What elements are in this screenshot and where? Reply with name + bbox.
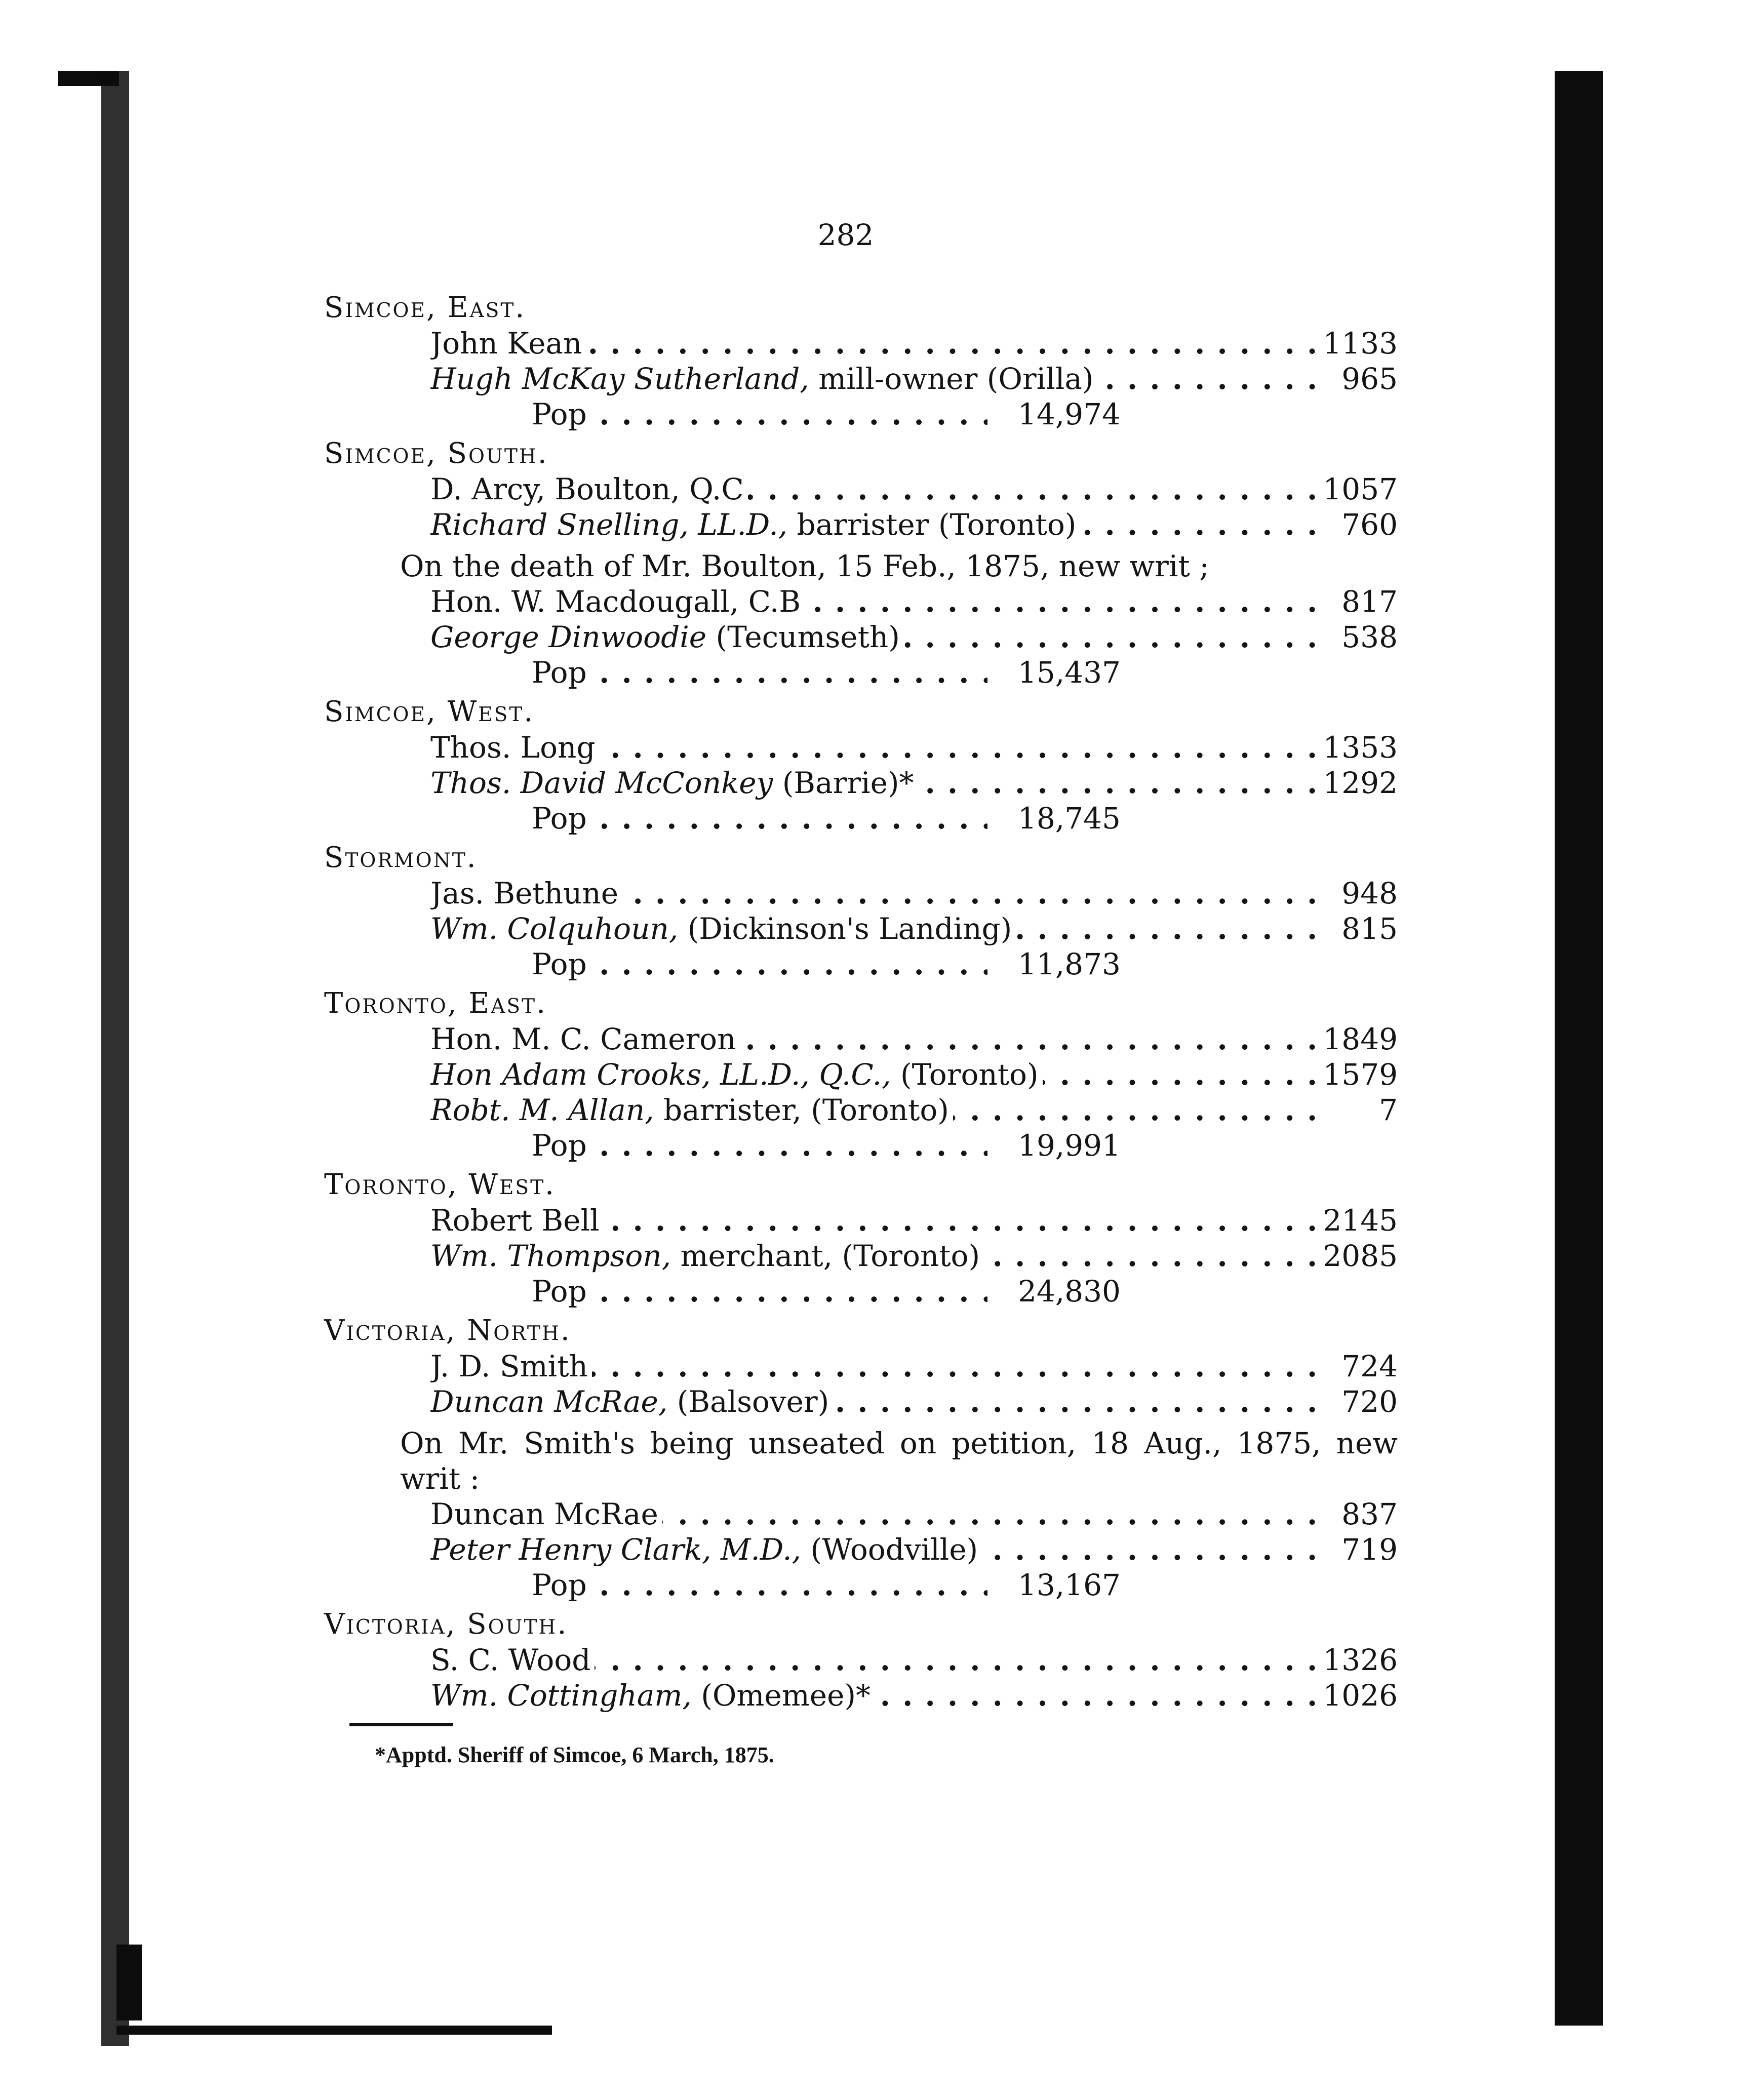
population-label-text: Pop (532, 801, 591, 836)
constituency-division: South. (467, 1608, 568, 1641)
candidate-row (324, 1496, 1398, 1532)
population-row (324, 1128, 1398, 1163)
candidate-text (430, 766, 918, 800)
vote-count: 538 (1322, 619, 1398, 655)
candidate-name: Wm. Colquhoun, (430, 912, 679, 946)
constituency-heading (324, 840, 1398, 876)
candidate-name: S. C. Wood (430, 1643, 591, 1677)
population-value: 13,167 (1018, 1568, 1121, 1602)
constituency-name: Simcoe (324, 695, 426, 728)
candidate-name: Thos. Long (430, 730, 596, 765)
vote-count: 837 (1322, 1496, 1398, 1532)
candidate-label (430, 1057, 1317, 1092)
candidate-text (430, 1057, 1043, 1092)
vote-count: 1849 (1322, 1021, 1398, 1057)
population-row (324, 801, 1398, 836)
population-row (324, 655, 1398, 690)
scan-border-bottom (116, 2026, 552, 2035)
candidate-label (430, 730, 1317, 765)
candidate-text (430, 912, 1016, 946)
population-row (324, 946, 1398, 982)
population-row (324, 1567, 1398, 1603)
candidate-text (430, 876, 622, 910)
constituency-name: Victoria (324, 1314, 446, 1347)
candidate-name: Jas. Bethune (430, 876, 619, 910)
candidate-row (324, 584, 1398, 619)
constituency-division: West. (447, 695, 535, 728)
candidate-name: Peter Henry Clark, M.D., (430, 1532, 802, 1567)
candidate-detail: barrister (Toronto) (787, 507, 1077, 542)
candidate-detail: (Dickinson's Landing) (678, 912, 1012, 946)
by-election-note: On Mr. Smith's being unseated on petition, 18 Aug., 1875, new writ : (400, 1426, 1398, 1496)
candidate-detail: (Barrie)* (773, 766, 914, 800)
candidate-row (324, 619, 1398, 655)
population-label-text: Pop (532, 1568, 591, 1602)
candidate-name: Wm. Cottingham, (430, 1678, 692, 1713)
candidate-row (324, 765, 1398, 801)
candidate-label (430, 1642, 1317, 1678)
candidate-text (430, 1022, 740, 1056)
candidate-text (430, 1497, 662, 1531)
candidate-text (430, 1384, 833, 1419)
population-row (324, 397, 1398, 432)
vote-count: 1133 (1322, 326, 1398, 361)
candidate-detail: (Woodville) (801, 1532, 978, 1567)
candidate-label (430, 1349, 1317, 1384)
vote-count: 724 (1322, 1349, 1398, 1384)
constituency-name: Simcoe (324, 437, 426, 470)
candidate-label (430, 1203, 1317, 1238)
candidate-detail: merchant, (Toronto) (671, 1239, 980, 1273)
candidate-name: Hon. M. C. Cameron (430, 1022, 736, 1056)
candidate-row (324, 471, 1398, 507)
candidate-label (430, 1384, 1317, 1419)
candidate-detail: (Toronto) (891, 1057, 1039, 1092)
candidate-row (324, 1678, 1398, 1713)
population-label-text: Pop (532, 1128, 591, 1163)
constituency-heading: Simcoe, East. (324, 291, 526, 324)
candidate-row (324, 326, 1398, 361)
population-value: 19,991 (1018, 1128, 1121, 1163)
population-value: 11,873 (1018, 947, 1121, 981)
population-value: 14,974 (1018, 397, 1121, 431)
candidate-text (430, 472, 748, 506)
population-label-text: Pop (532, 655, 591, 690)
constituency-division: South. (447, 437, 548, 470)
candidate-detail: (Tecumseth) (706, 620, 900, 654)
candidate-text (430, 326, 586, 361)
candidate-row (324, 1384, 1398, 1419)
candidate-row (324, 361, 1398, 397)
page-number: 282 (817, 218, 874, 252)
candidate-text (430, 1643, 595, 1677)
vote-count: 1292 (1322, 765, 1398, 801)
candidate-row (324, 1203, 1398, 1238)
candidate-name: Hugh McKay Sutherland, (430, 362, 809, 396)
vote-count: 7 (1322, 1092, 1398, 1128)
page-body (324, 286, 1398, 1713)
candidate-name: J. D. Smith (430, 1349, 588, 1383)
population-label-text: Pop (532, 397, 591, 431)
constituency-heading: Toronto, West. (324, 1168, 556, 1201)
constituency-heading: Victoria, South. (324, 1608, 568, 1641)
population-label (532, 1567, 987, 1603)
population-label (532, 1274, 987, 1309)
candidate-name: Duncan McRae, (430, 1384, 668, 1419)
candidate-detail: (Omemee)* (691, 1678, 871, 1713)
candidate-row (324, 730, 1398, 765)
constituency-heading: Toronto, East. (324, 987, 547, 1020)
vote-count: 760 (1322, 507, 1398, 542)
candidate-detail: mill-owner (Orilla) (809, 362, 1094, 396)
vote-count: 817 (1322, 584, 1398, 619)
candidate-row (324, 1021, 1398, 1057)
vote-count: 2145 (1322, 1203, 1398, 1238)
scan-border-bottom-left-block (116, 1945, 142, 2020)
candidate-label (430, 361, 1317, 397)
candidate-text (430, 1093, 953, 1127)
population-label (532, 946, 987, 982)
candidate-text (430, 730, 600, 765)
vote-count: 2085 (1322, 1238, 1398, 1274)
constituency-name: Victoria (324, 1608, 446, 1641)
constituency-name: Simcoe (324, 291, 426, 324)
candidate-row (324, 1057, 1398, 1092)
candidate-label (430, 1532, 1317, 1567)
candidate-row (324, 507, 1398, 542)
candidate-name: Wm. Thompson, (430, 1239, 671, 1273)
vote-count: 1353 (1322, 730, 1398, 765)
vote-count: 1326 (1322, 1642, 1398, 1678)
population-row (324, 1274, 1398, 1309)
constituency-heading: Simcoe, West. (324, 695, 535, 728)
candidate-label (430, 507, 1317, 542)
footnote: *Apptd. Sheriff of Simcoe, 6 March, 1875. (375, 1742, 774, 1767)
population-label (532, 1128, 987, 1163)
candidate-name: Robert Bell (430, 1203, 600, 1238)
constituency-division: North. (467, 1314, 571, 1347)
candidate-name: Duncan McRae (430, 1497, 658, 1531)
vote-count: 965 (1322, 361, 1398, 397)
candidate-text (430, 1203, 604, 1238)
constituency-heading: Victoria, North. (324, 1314, 571, 1347)
population-label-text: Pop (532, 947, 591, 981)
candidate-name: Hon. W. Macdougall, C.B (430, 584, 801, 619)
candidate-name: John Kean (430, 326, 582, 361)
population-label-text: Pop (532, 1274, 591, 1309)
vote-count: 1057 (1322, 471, 1398, 507)
vote-count: 948 (1322, 876, 1398, 911)
candidate-name: Hon Adam Crooks, LL.D., Q.C., (430, 1057, 891, 1092)
candidate-name: D. Arcy, Boulton, Q.C (430, 472, 744, 506)
candidate-label (430, 1678, 1317, 1713)
scan-border-right-strip (1555, 71, 1603, 2026)
candidate-text (430, 620, 904, 654)
candidate-detail: barrister, (Toronto) (654, 1093, 949, 1127)
candidate-row (324, 876, 1398, 911)
constituency-division: West. (468, 1168, 556, 1201)
vote-count: 1026 (1322, 1678, 1398, 1713)
candidate-row (324, 911, 1398, 946)
candidate-label (430, 1021, 1317, 1057)
candidate-row (324, 1349, 1398, 1384)
by-election-note: On the death of Mr. Boulton, 15 Feb., 1875, new writ ; (400, 549, 1209, 583)
candidate-label (430, 1496, 1317, 1532)
candidate-text (430, 1678, 875, 1713)
candidate-text (430, 1532, 982, 1567)
population-value: 15,437 (1018, 655, 1121, 690)
candidate-label (430, 326, 1317, 361)
scan-border-left-strip (101, 71, 129, 2046)
candidate-label (430, 471, 1317, 507)
candidate-text (430, 507, 1080, 542)
candidate-label (430, 1238, 1317, 1274)
candidate-row (324, 1238, 1398, 1274)
vote-count: 815 (1322, 911, 1398, 946)
constituency-name: Stormont. (324, 841, 478, 874)
candidate-label (430, 911, 1317, 946)
candidate-label (430, 619, 1317, 655)
candidate-text (430, 1349, 592, 1383)
population-value: 18,745 (1018, 801, 1121, 836)
candidate-label (430, 584, 1317, 619)
vote-count: 1579 (1322, 1057, 1398, 1092)
candidate-text (430, 584, 805, 619)
population-label (532, 397, 987, 432)
constituency-name: Toronto (324, 987, 448, 1020)
constituency-heading: Simcoe, South. (324, 437, 548, 470)
candidate-label (430, 876, 1317, 911)
population-value: 24,830 (1018, 1274, 1121, 1309)
candidate-name: George Dinwoodie (430, 620, 707, 654)
constituency-division: East. (468, 987, 547, 1020)
constituency-division: East. (447, 291, 526, 324)
candidate-detail: (Balsover) (667, 1384, 829, 1419)
candidate-label (430, 1092, 1317, 1128)
candidate-row (324, 1532, 1398, 1567)
candidate-text (430, 1239, 984, 1273)
candidate-name: Richard Snelling, LL.D., (430, 507, 788, 542)
population-label (532, 801, 987, 836)
candidate-label (430, 765, 1317, 801)
constituency-name: Toronto (324, 1168, 448, 1201)
population-label (532, 655, 987, 690)
candidate-name: Thos. David McConkey (430, 766, 773, 800)
vote-count: 719 (1322, 1532, 1398, 1567)
candidate-row (324, 1092, 1398, 1128)
footnote-rule (349, 1723, 453, 1726)
candidate-name: Robt. M. Allan, (430, 1093, 654, 1127)
candidate-text (430, 362, 1098, 396)
vote-count: 720 (1322, 1384, 1398, 1419)
candidate-row (324, 1642, 1398, 1678)
